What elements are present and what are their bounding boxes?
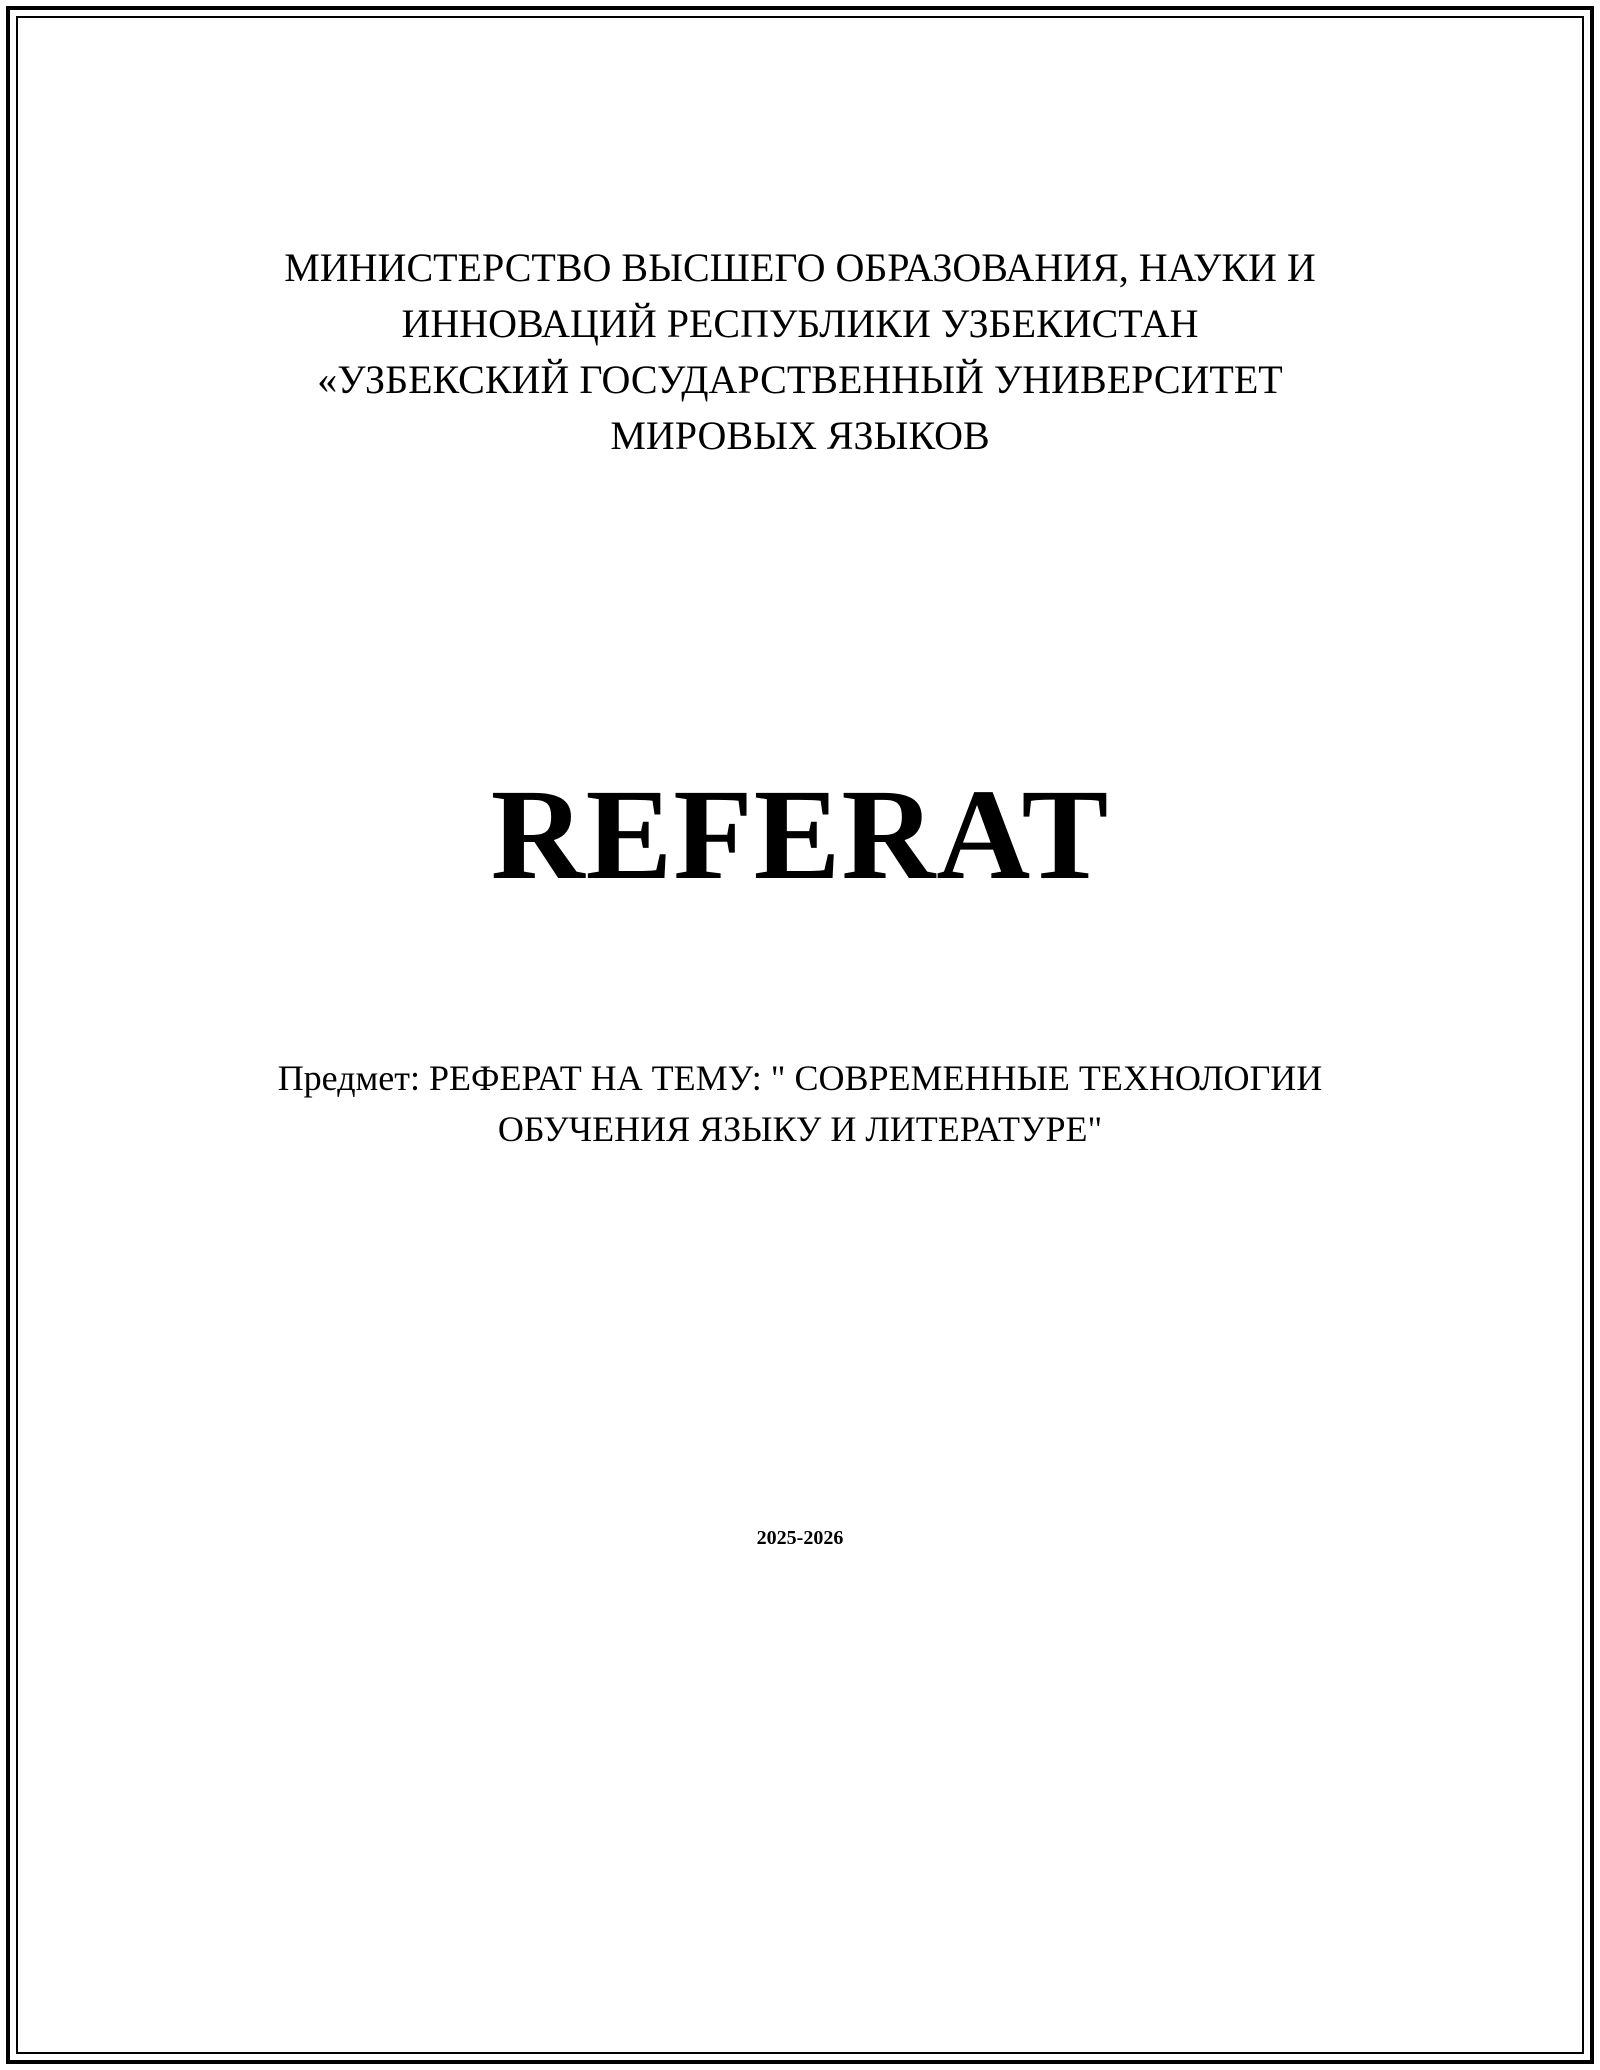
- institution-header: [0, 240, 1600, 464]
- subject-line: Предмет: РЕФЕРАТ НА ТЕМУ: " СОВРЕМЕННЫЕ ТЕХНОЛОГИИ: [277, 1058, 1323, 1098]
- academic-year: 2025-2026: [756, 1527, 844, 1549]
- document-title: REFERAT: [490, 763, 1110, 907]
- subject-block: [0, 1053, 1600, 1155]
- header-line: «УЗБЕКСКИЙ ГОСУДАРСТВЕННЫЙ УНИВЕРСИТЕТ: [317, 357, 1283, 402]
- header-line: ИННОВАЦИЙ РЕСПУБЛИКИ УЗБЕКИСТАН: [401, 301, 1199, 346]
- header-line: МИНИСТЕРСТВО ВЫСШЕГО ОБРАЗОВАНИЯ, НАУКИ И: [284, 245, 1316, 290]
- subject-line: ОБУЧЕНИЯ ЯЗЫКУ И ЛИТЕРАТУРЕ": [497, 1109, 1103, 1149]
- header-line: МИРОВЫХ ЯЗЫКОВ: [610, 413, 990, 458]
